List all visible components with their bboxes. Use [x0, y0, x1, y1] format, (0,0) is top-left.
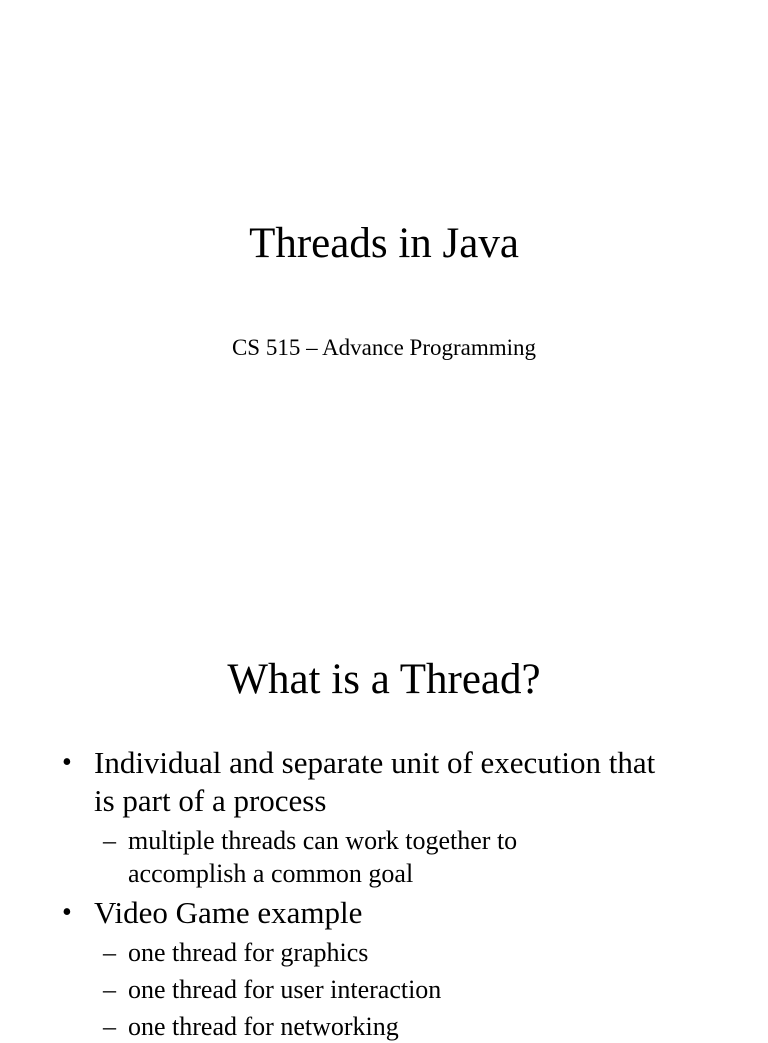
slide-subtitle: CS 515 – Advance Programming: [231, 335, 537, 360]
bullet-text: Video Game example: [94, 895, 363, 930]
bullet-item: [0, 894, 768, 1043]
bullet-dot-icon: •: [62, 747, 72, 778]
sub-bullet-item: [0, 973, 768, 1006]
bullet-item: [0, 744, 768, 890]
bullet-text: Individual and separate unit of execution that is part of a process: [94, 745, 656, 818]
sub-bullet-text: multiple threads can work together to accomplish a common goal: [128, 826, 518, 888]
sub-bullet-text: one thread for networking: [128, 1012, 399, 1041]
bullet-list: [0, 744, 768, 1043]
dash-icon: –: [103, 938, 116, 967]
sub-bullet-list: [0, 936, 768, 1043]
content-slide: [0, 576, 768, 1041]
sub-bullet-item: [0, 936, 768, 969]
dash-icon: –: [103, 1012, 116, 1041]
slide-title: Threads in Java: [249, 220, 519, 267]
sub-bullet-text: one thread for user interaction: [128, 975, 442, 1004]
sub-bullet-item: [0, 824, 598, 890]
sub-bullet-text: one thread for graphics: [128, 938, 369, 967]
dash-icon: –: [103, 826, 116, 855]
sub-bullet-item: [0, 1010, 768, 1043]
slide-title: What is a Thread?: [227, 656, 541, 703]
bullet-dot-icon: •: [62, 897, 72, 928]
sub-bullet-list: [0, 824, 768, 890]
dash-icon: –: [103, 975, 116, 1004]
